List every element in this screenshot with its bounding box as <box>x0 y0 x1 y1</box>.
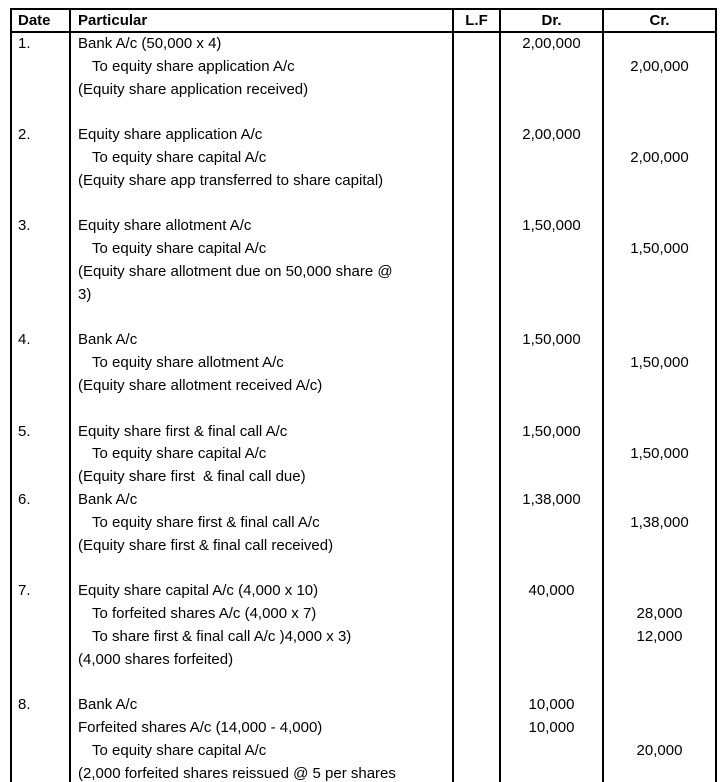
entry-particular-cell: (Equity share first & final call received) <box>69 535 452 558</box>
journal-line-row <box>12 466 715 489</box>
spacer-row <box>12 193 715 216</box>
entry-lf-cell <box>452 694 499 717</box>
entry-particular-cell: (Equity share allotment due on 50,000 share @ <box>69 261 452 284</box>
entry-lf-cell <box>452 124 499 147</box>
column-header-particular: Particular <box>69 10 452 31</box>
entry-date-cell <box>12 763 69 782</box>
entry-dr-amount <box>499 352 602 375</box>
entry-cr-amount <box>602 124 715 147</box>
entry-lf-cell <box>452 261 499 284</box>
entry-cr-amount <box>602 763 715 782</box>
entry-dr-amount: 1,38,000 <box>499 489 602 512</box>
entry-dr-amount <box>499 170 602 193</box>
entry-lf-cell <box>452 352 499 375</box>
journal-line-row <box>12 603 715 626</box>
journal-line-row <box>12 261 715 284</box>
entry-lf-cell <box>452 307 499 330</box>
entry-lf-cell <box>452 580 499 603</box>
entry-date-cell: 1. <box>18 35 31 52</box>
entry-date-cell <box>12 535 69 558</box>
entry-cr-amount: 1,50,000 <box>602 443 715 466</box>
entry-cr-amount <box>602 170 715 193</box>
entry-lf-cell <box>452 466 499 489</box>
table-body <box>12 33 715 782</box>
entry-date-cell <box>12 101 69 124</box>
entry-lf-cell <box>452 649 499 672</box>
column-header-cr: Cr. <box>602 10 715 31</box>
entry-dr-amount <box>499 740 602 763</box>
entry-date-cell <box>12 79 69 102</box>
entry-particular-cell: (Equity share allotment received A/c) <box>69 375 452 398</box>
entry-lf-cell <box>452 512 499 535</box>
entry-cr-amount <box>602 101 715 124</box>
spacer-row <box>12 398 715 421</box>
entry-lf-cell <box>452 79 499 102</box>
journal-line-row <box>12 215 715 238</box>
journal-line-row <box>12 421 715 444</box>
entry-cr-amount <box>602 375 715 398</box>
journal-line-row <box>12 626 715 649</box>
entry-cr-amount: 1,50,000 <box>602 238 715 261</box>
entry-lf-cell <box>452 170 499 193</box>
entry-particular-cell: Bank A/c (50,000 x 4) <box>69 33 452 56</box>
entry-date-cell <box>12 626 69 649</box>
entry-particular-cell: (Equity share first & final call due) <box>69 466 452 489</box>
entry-particular-cell: To share first & final call A/c )4,000 x 3) <box>69 626 452 649</box>
entry-cr-amount <box>602 329 715 352</box>
entry-dr-amount <box>499 79 602 102</box>
journal-line-row <box>12 489 715 512</box>
journal-line-row <box>12 740 715 763</box>
entry-dr-amount: 40,000 <box>499 580 602 603</box>
entry-particular-cell: To equity share capital A/c <box>69 740 452 763</box>
entry-dr-amount <box>499 443 602 466</box>
entry-lf-cell <box>452 557 499 580</box>
entry-cr-amount: 20,000 <box>602 740 715 763</box>
entry-lf-cell <box>452 215 499 238</box>
entry-date-cell <box>12 352 69 375</box>
entry-date-cell: 2. <box>18 126 31 144</box>
journal-line-row <box>12 512 715 535</box>
entry-cr-amount <box>602 580 715 603</box>
entry-date-cell <box>12 740 69 763</box>
entry-dr-amount: 1,50,000 <box>499 329 602 352</box>
entry-date-cell <box>12 193 69 216</box>
entry-particular-cell <box>69 671 452 694</box>
entry-date-cell <box>12 170 69 193</box>
entry-particular-cell: Equity share application A/c <box>69 124 452 147</box>
journal-line-row <box>12 649 715 672</box>
entry-particular-cell: 3) <box>69 284 452 307</box>
entry-dr-amount <box>499 626 602 649</box>
entry-particular-cell: Bank A/c <box>69 329 452 352</box>
entry-particular-cell: To forfeited shares A/c (4,000 x 7) <box>69 603 452 626</box>
entry-date-cell <box>12 398 69 421</box>
entry-dr-amount <box>499 603 602 626</box>
journal-line-row <box>12 124 715 147</box>
entry-lf-cell <box>452 603 499 626</box>
journal-line-row <box>12 763 715 782</box>
entry-lf-cell <box>452 717 499 740</box>
entry-lf-cell <box>452 489 499 512</box>
entry-date-cell <box>12 649 69 672</box>
entry-date-cell <box>12 603 69 626</box>
journal-line-row <box>12 352 715 375</box>
entry-particular-cell: Equity share capital A/c (4,000 x 10) <box>69 580 452 603</box>
entry-cr-amount <box>602 284 715 307</box>
spacer-row <box>12 671 715 694</box>
journal-line-row <box>12 717 715 740</box>
entry-cr-amount <box>602 193 715 216</box>
entry-lf-cell <box>452 421 499 444</box>
entry-dr-amount <box>499 649 602 672</box>
journal-line-row <box>12 284 715 307</box>
entry-particular-cell: To equity share capital A/c <box>69 443 452 466</box>
entry-date-cell <box>12 375 69 398</box>
entry-cr-amount <box>602 671 715 694</box>
entry-dr-amount: 2,00,000 <box>499 124 602 147</box>
entry-particular-cell: To equity share allotment A/c <box>69 352 452 375</box>
entry-lf-cell <box>452 740 499 763</box>
entry-date-cell: 4. <box>18 331 31 349</box>
entry-dr-amount <box>499 671 602 694</box>
entry-particular-cell: Bank A/c <box>69 489 452 512</box>
journal-line-row <box>12 33 715 56</box>
journal-line-row <box>12 147 715 170</box>
entry-particular-cell: Forfeited shares A/c (14,000 - 4,000) <box>69 717 452 740</box>
column-header-dr: Dr. <box>499 10 602 31</box>
entry-cr-amount <box>602 79 715 102</box>
entry-date-cell <box>12 147 69 170</box>
entry-particular-cell: Equity share first & final call A/c <box>69 421 452 444</box>
journal-line-row <box>12 56 715 79</box>
entry-date-cell <box>12 56 69 79</box>
entry-date-cell <box>12 717 69 740</box>
journal-line-row <box>12 79 715 102</box>
entry-dr-amount <box>499 466 602 489</box>
entry-particular-cell: (Equity share application received) <box>69 79 452 102</box>
entry-dr-amount <box>499 375 602 398</box>
entry-cr-amount <box>602 466 715 489</box>
entry-cr-amount: 1,38,000 <box>602 512 715 535</box>
entry-dr-amount <box>499 284 602 307</box>
journal-line-row <box>12 443 715 466</box>
entry-lf-cell <box>452 147 499 170</box>
entry-dr-amount <box>499 101 602 124</box>
entry-dr-amount <box>499 535 602 558</box>
spacer-row <box>12 557 715 580</box>
entry-cr-amount <box>602 489 715 512</box>
entry-particular-cell: Equity share allotment A/c <box>69 215 452 238</box>
entry-particular-cell <box>69 101 452 124</box>
entry-lf-cell <box>452 238 499 261</box>
entry-dr-amount <box>499 193 602 216</box>
entry-lf-cell <box>452 763 499 782</box>
journal-line-row <box>12 580 715 603</box>
entry-cr-amount <box>602 215 715 238</box>
entry-dr-amount: 2,00,000 <box>499 33 602 56</box>
entry-cr-amount <box>602 421 715 444</box>
entry-lf-cell <box>452 626 499 649</box>
entry-particular-cell <box>69 398 452 421</box>
entry-date-cell: 3. <box>18 217 31 235</box>
spacer-row <box>12 307 715 330</box>
entry-date-cell <box>12 557 69 580</box>
entry-dr-amount: 1,50,000 <box>499 215 602 238</box>
entry-date-cell <box>12 307 69 330</box>
journal-line-row <box>12 694 715 717</box>
entry-dr-amount <box>499 56 602 79</box>
journal-line-row <box>12 535 715 558</box>
entry-particular-cell <box>69 193 452 216</box>
entry-particular-cell <box>69 307 452 330</box>
entry-lf-cell <box>452 375 499 398</box>
entry-cr-amount: 28,000 <box>602 603 715 626</box>
entry-date-cell <box>12 284 69 307</box>
entry-particular-cell: To equity share capital A/c <box>69 238 452 261</box>
entry-lf-cell <box>452 535 499 558</box>
entry-cr-amount <box>602 307 715 330</box>
entry-cr-amount <box>602 557 715 580</box>
entry-particular-cell: To equity share first & final call A/c <box>69 512 452 535</box>
entry-cr-amount <box>602 717 715 740</box>
entry-date-cell <box>12 261 69 284</box>
entry-lf-cell <box>452 56 499 79</box>
entry-dr-amount: 10,000 <box>499 694 602 717</box>
entry-date-cell: 8. <box>18 696 31 714</box>
entry-particular-cell: (2,000 forfeited shares reissued @ 5 per shares <box>69 763 452 782</box>
journal-line-row <box>12 238 715 261</box>
entry-cr-amount: 1,50,000 <box>602 352 715 375</box>
column-header-date: Date <box>18 12 51 29</box>
entry-lf-cell <box>452 284 499 307</box>
entry-particular-cell <box>69 557 452 580</box>
entry-lf-cell <box>452 671 499 694</box>
entry-date-cell <box>12 466 69 489</box>
entry-lf-cell <box>452 101 499 124</box>
entry-lf-cell <box>452 329 499 352</box>
entry-date-cell: 5. <box>18 422 31 440</box>
column-header-lf: L.F <box>452 10 499 31</box>
entry-dr-amount <box>499 763 602 782</box>
journal-line-row <box>12 375 715 398</box>
entry-lf-cell <box>452 398 499 421</box>
entry-lf-cell <box>452 443 499 466</box>
entry-dr-amount <box>499 238 602 261</box>
journal-line-row <box>12 170 715 193</box>
entry-date-cell <box>12 238 69 261</box>
entry-cr-amount: 2,00,000 <box>602 147 715 170</box>
entry-lf-cell <box>452 193 499 216</box>
entry-cr-amount: 12,000 <box>602 626 715 649</box>
entry-dr-amount: 1,50,000 <box>499 421 602 444</box>
entry-particular-cell: To equity share application A/c <box>69 56 452 79</box>
entry-particular-cell: To equity share capital A/c <box>69 147 452 170</box>
entry-cr-amount <box>602 535 715 558</box>
entry-cr-amount <box>602 649 715 672</box>
entry-lf-cell <box>452 33 499 56</box>
entry-dr-amount <box>499 398 602 421</box>
entry-date-cell <box>12 671 69 694</box>
entry-date-cell <box>12 512 69 535</box>
entry-dr-amount <box>499 147 602 170</box>
entry-dr-amount <box>499 557 602 580</box>
entry-particular-cell: Bank A/c <box>69 694 452 717</box>
entry-cr-amount <box>602 261 715 284</box>
entry-dr-amount <box>499 307 602 330</box>
entry-particular-cell: (4,000 shares forfeited) <box>69 649 452 672</box>
entry-cr-amount: 2,00,000 <box>602 56 715 79</box>
entry-dr-amount <box>499 261 602 284</box>
entry-cr-amount <box>602 694 715 717</box>
entry-cr-amount <box>602 398 715 421</box>
entry-dr-amount <box>499 512 602 535</box>
entry-dr-amount: 10,000 <box>499 717 602 740</box>
entry-particular-cell: (Equity share app transferred to share capital) <box>69 170 452 193</box>
entry-date-cell: 7. <box>18 582 31 600</box>
entry-cr-amount <box>602 33 715 56</box>
entry-date-cell <box>12 443 69 466</box>
journal-table <box>10 8 717 782</box>
journal-line-row <box>12 329 715 352</box>
spacer-row <box>12 101 715 124</box>
entry-date-cell: 6. <box>18 490 31 508</box>
table-header-row <box>12 10 715 33</box>
